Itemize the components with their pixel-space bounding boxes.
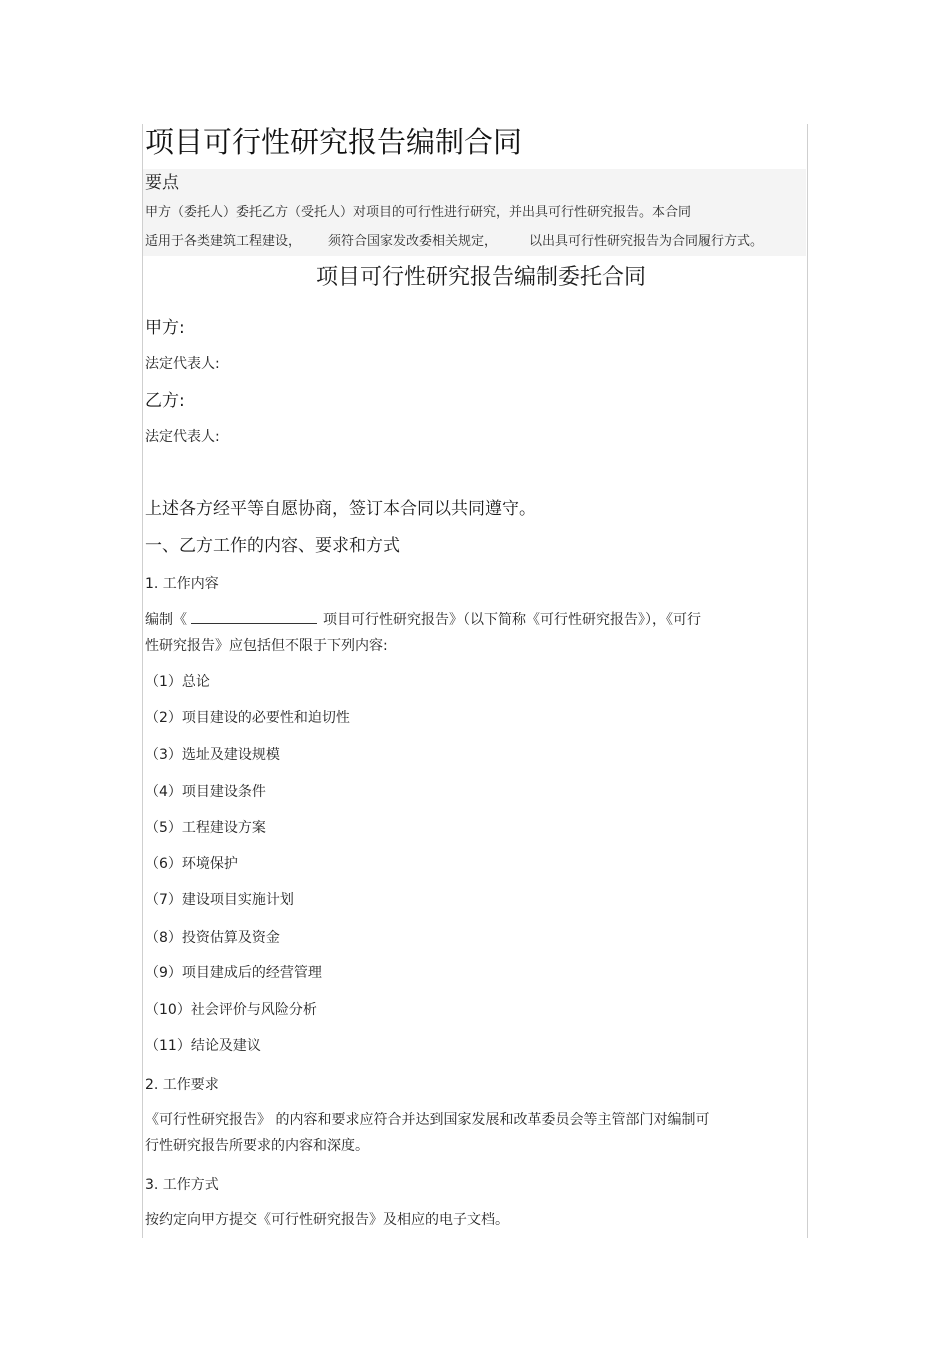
- work-requirements-line-2: 行性研究报告所要求的内容和深度。: [145, 1138, 369, 1154]
- summary-line-2a: 适用于各类建筑工程建设，: [145, 234, 302, 249]
- work-content-prefix: 编制《: [145, 612, 187, 628]
- preamble: 上述各方经平等自愿协商，签订本合同以共同遵守。: [145, 499, 536, 519]
- summary-line-1: 甲方（委托人）委托乙方（受托人）对项目的可行性进行研究，并出具可行性研究报告。本合同: [145, 205, 692, 220]
- work-method-line-1: 按约定向甲方提交《可行性研究报告》及相应的电子文档。: [145, 1212, 509, 1228]
- work-requirements-heading: 2. 工作要求: [145, 1077, 219, 1093]
- section-1-heading: 一、乙方工作的内容、要求和方式: [145, 536, 400, 556]
- list-item: （5）工程建设方案: [145, 820, 266, 836]
- party-b-rep: 法定代表人:: [145, 429, 220, 445]
- list-item: （6）环境保护: [145, 856, 238, 872]
- blank-field: [191, 609, 317, 624]
- list-item: （1）总论: [145, 674, 210, 690]
- list-item: （7）建设项目实施计划: [145, 892, 294, 908]
- party-a-rep: 法定代表人:: [145, 356, 220, 372]
- list-item: （9）项目建成后的经营管理: [145, 965, 322, 981]
- summary-heading: 要点: [145, 173, 179, 193]
- document-title: 项目可行性研究报告编制合同: [145, 125, 523, 159]
- contract-title: 项目可行性研究报告编制委托合同: [315, 265, 646, 290]
- list-item: （4）项目建设条件: [145, 784, 266, 800]
- summary-line-2c: 以出具可行性研究报告为合同履行方式。: [529, 234, 764, 249]
- list-item: （3）选址及建设规模: [145, 747, 280, 763]
- work-requirements-line-1: 《可行性研究报告》 的内容和要求应符合并达到国家发展和改革委员会等主管部门对编制可: [145, 1112, 710, 1128]
- work-content-heading: 1. 工作内容: [145, 576, 219, 592]
- list-item: （8）投资估算及资金: [145, 930, 280, 946]
- summary-line-2b: 须符合国家发改委相关规定，: [328, 234, 498, 249]
- work-content-line-1: [145, 609, 701, 630]
- work-content-suffix: 项目可行性研究报告》（以下简称《可行性研究报告》），《可行: [323, 612, 701, 628]
- list-item: （10）社会评价与风险分析: [145, 1002, 317, 1018]
- work-method-heading: 3. 工作方式: [145, 1177, 219, 1193]
- work-content-line-2: 性研究报告》应包括但不限于下列内容:: [145, 638, 388, 654]
- party-b-label: 乙方:: [145, 391, 185, 411]
- list-item: （2）项目建设的必要性和迫切性: [145, 710, 350, 726]
- list-item: （11）结论及建议: [145, 1038, 261, 1054]
- party-a-label: 甲方:: [145, 318, 185, 338]
